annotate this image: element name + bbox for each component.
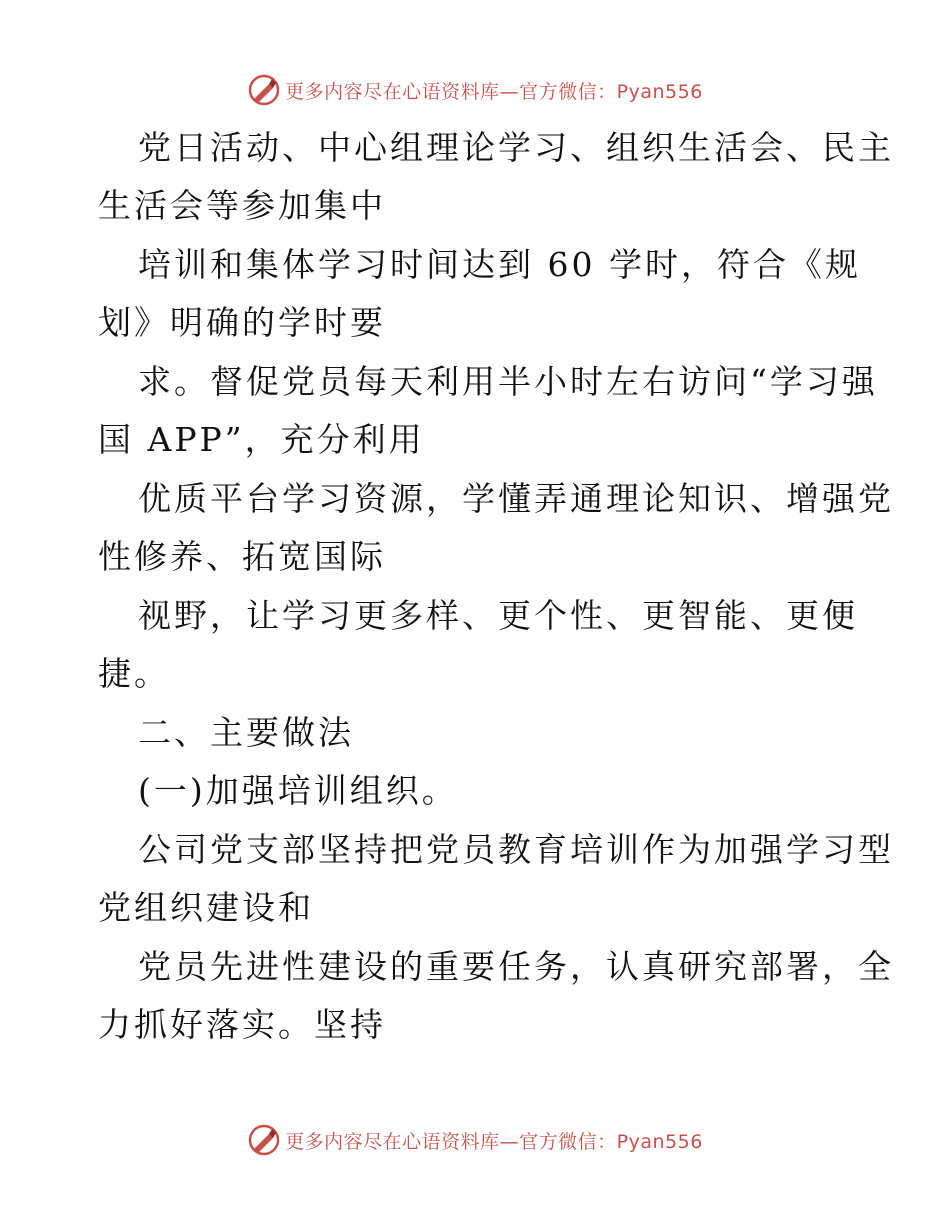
pen-logo-icon <box>247 73 281 107</box>
watermark-text: 更多内容尽在心语资料库—官方微信：Pyan556 <box>285 80 703 103</box>
paragraph-line: 党员先进性建设的重要任务，认真研究部署，全 <box>138 947 894 986</box>
section-heading: 二、主要做法 <box>138 713 354 752</box>
paragraph-line: 捷。 <box>98 654 170 693</box>
watermark-text: 更多内容尽在心语资料库—官方微信：Pyan556 <box>285 1130 703 1153</box>
paragraph-line: 生活会等参加集中 <box>98 186 386 225</box>
footer-watermark <box>0 1118 950 1162</box>
paragraph-line: 力抓好落实。坚持 <box>98 1005 386 1044</box>
pen-logo-icon <box>247 1123 281 1157</box>
paragraph-line: 国 APP”，充分利用 <box>98 420 425 459</box>
paragraph-line: 培训和集体学习时间达到 60 学时，符合《规 <box>138 245 861 284</box>
paragraph-line: 视野，让学习更多样、更个性、更智能、更便 <box>138 596 858 635</box>
paragraph-line: 党日活动、中心组理论学习、组织生活会、民主 <box>138 128 894 167</box>
paragraph-line: 公司党支部坚持把党员教育培训作为加强学习型 <box>138 830 894 869</box>
subsection-heading: (一)加强培训组织。 <box>138 771 458 810</box>
paragraph-line: 优质平台学习资源，学懂弄通理论知识、增强党 <box>138 479 894 518</box>
paragraph-line: 求。督促党员每天利用半小时左右访问“学习强 <box>138 362 878 401</box>
paragraph-line: 党组织建设和 <box>98 888 314 927</box>
paragraph-line: 性修养、拓宽国际 <box>98 537 386 576</box>
paragraph-line: 划》明确的学时要 <box>98 303 386 342</box>
header-watermark <box>0 68 950 112</box>
